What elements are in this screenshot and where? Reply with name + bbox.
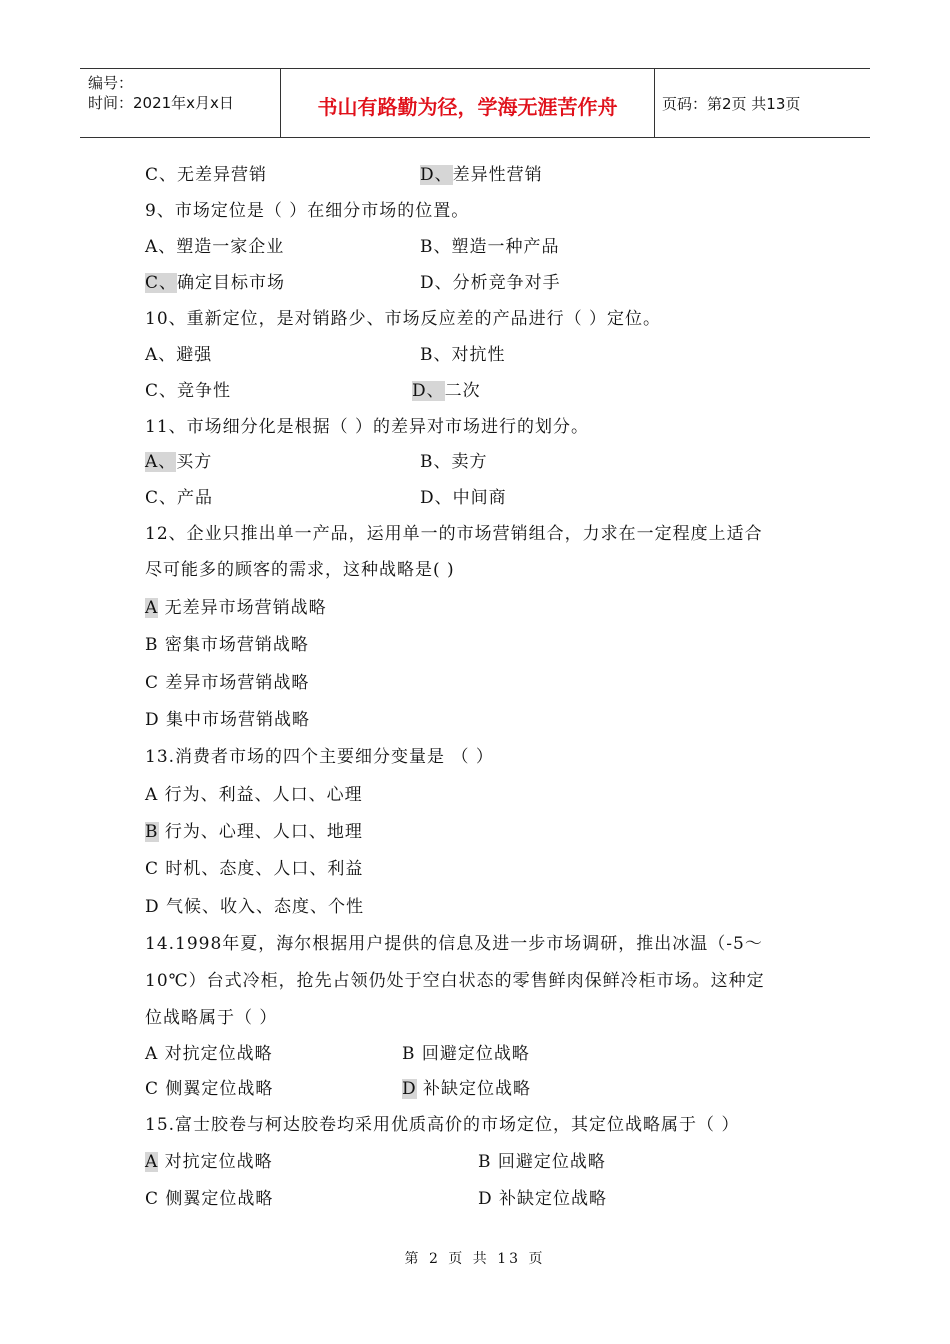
option-c: C 侧翼定位战略: [145, 1189, 274, 1209]
option-b: B、对抗性: [420, 345, 506, 365]
question-10: 10、重新定位，是对销路少、市场反应差的产品进行（ ）定位。: [145, 309, 662, 329]
question-15: 15.富士胶卷与柯达胶卷均采用优质高价的市场定位，其定位战略属于（ ）: [145, 1115, 740, 1135]
time-label: 时间：2021年x月x日: [88, 94, 234, 112]
header-meta: [88, 73, 234, 113]
answer-mark: A: [145, 1152, 159, 1172]
option-b: B 行为、心理、人口、地理: [145, 822, 363, 842]
option-d: D 气候、收入、态度、个性: [145, 897, 365, 917]
answer-mark: A: [145, 598, 159, 618]
option-a: A、塑造一家企业: [145, 237, 285, 257]
option-a: A 对抗定位战略: [145, 1152, 273, 1172]
question-12: 12、企业只推出单一产品，运用单一的市场营销组合，力求在一定程度上适合: [145, 524, 763, 544]
option-b: B 回避定位战略: [402, 1044, 530, 1064]
header-motto: 书山有路勤为径，学海无涯苦作舟: [317, 95, 618, 119]
option-d: D、二次: [412, 381, 481, 401]
question-12-cont: 尽可能多的顾客的需求，这种战略是( ): [145, 560, 455, 580]
option-a: A 对抗定位战略: [145, 1044, 273, 1064]
option-c: C、确定目标市场: [145, 273, 286, 293]
option-d: D、差异性营销: [420, 165, 543, 185]
question-14-cont: 10℃）台式冷柜，抢先占领仍处于空白状态的零售鲜肉保鲜冷柜市场。这种定: [145, 971, 765, 991]
number-label: 编号：: [88, 74, 134, 92]
option-c: C、无差异营销: [145, 165, 268, 185]
option-a: A、避强: [145, 345, 213, 365]
option-b: B、塑造一种产品: [420, 237, 560, 257]
option-c: C 侧翼定位战略: [145, 1079, 274, 1099]
option-d: D 补缺定位战略: [402, 1079, 532, 1099]
answer-mark: B: [145, 822, 159, 842]
question-9: 9、市场定位是（ ）在细分市场的位置。: [145, 201, 470, 221]
question-11: 11、市场细分化是根据（ ）的差异对市场进行的划分。: [145, 417, 590, 437]
option-c: C、竞争性: [145, 381, 232, 401]
option-a: A、买方: [145, 452, 213, 472]
option-a: A 无差异市场营销战略: [145, 598, 327, 618]
answer-mark: A、: [145, 452, 177, 472]
answer-mark: D、: [412, 381, 445, 401]
option-b: B、卖方: [420, 452, 488, 472]
header-divider: [654, 69, 655, 137]
option-b: B 回避定位战略: [478, 1152, 606, 1172]
page-header: [80, 68, 870, 138]
option-d: D、分析竞争对手: [420, 273, 561, 293]
option-c: C 差异市场营销战略: [145, 673, 310, 693]
option-a: A 行为、利益、人口、心理: [145, 785, 363, 805]
question-14: 14.1998年夏，海尔根据用户提供的信息及进一步市场调研，推出冰温（-5～: [145, 934, 763, 954]
option-c: C、产品: [145, 488, 214, 508]
question-13: 13.消费者市场的四个主要细分变量是 （ ）: [145, 747, 494, 767]
answer-mark: C、: [145, 273, 178, 293]
option-c: C 时机、态度、人口、利益: [145, 859, 364, 879]
option-d: D 补缺定位战略: [478, 1189, 608, 1209]
page-footer: 第 2 页 共 13 页: [404, 1251, 546, 1267]
answer-mark: D: [402, 1079, 417, 1099]
option-b: B 密集市场营销战略: [145, 635, 309, 655]
answer-mark: D、: [420, 165, 453, 185]
option-d: D、中间商: [420, 488, 507, 508]
question-14-cont: 位战略属于（ ）: [145, 1008, 278, 1028]
page-info: 页码：第2页 共13页: [662, 95, 801, 113]
option-d: D 集中市场营销战略: [145, 710, 311, 730]
